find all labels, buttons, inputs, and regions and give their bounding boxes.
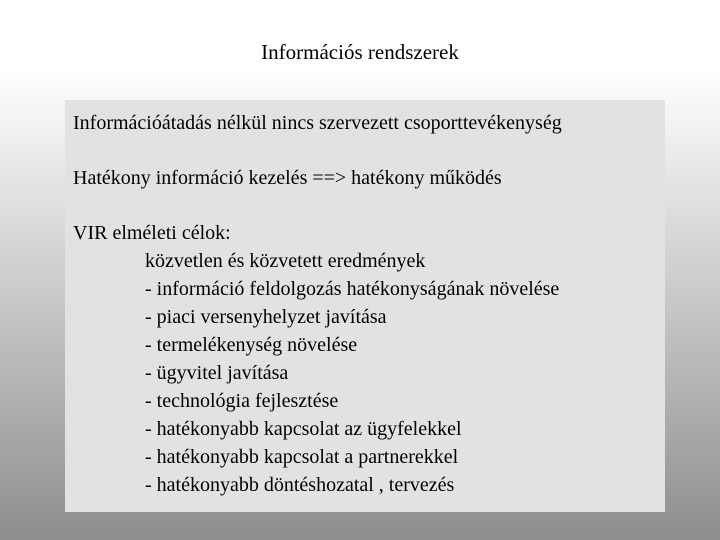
statement-efficient-handling: Hatékony információ kezelés ==> hatékony működés xyxy=(73,167,502,189)
spacer xyxy=(73,192,665,219)
spacer xyxy=(73,137,665,164)
goal-item: - hatékonyabb kapcsolat az ügyfelekkel xyxy=(145,418,462,440)
goals-heading: VIR elméleti célok: xyxy=(73,222,231,244)
goal-item: - termelékenység növelése xyxy=(145,334,358,356)
goals-list xyxy=(73,247,665,499)
goal-item: - hatékonyabb döntéshozatal , tervezés xyxy=(145,474,455,496)
goal-item: - piaci versenyhelyzet javítása xyxy=(145,306,387,328)
goal-item: - technológia fejlesztése xyxy=(145,390,339,412)
goal-item: - információ feldolgozás hatékonyságának növelése xyxy=(145,278,560,300)
content-box xyxy=(65,100,665,512)
statement-information-transfer: Információátadás nélkül nincs szervezett csoporttevékenység xyxy=(73,112,562,134)
goal-item: - ügyvitel javítása xyxy=(145,362,289,384)
goal-item: - hatékonyabb kapcsolat a partnerekkel xyxy=(145,446,459,468)
slide-title: Információs rendszerek xyxy=(261,40,459,64)
goal-item: közvetlen és közvetett eredmények xyxy=(145,250,426,272)
